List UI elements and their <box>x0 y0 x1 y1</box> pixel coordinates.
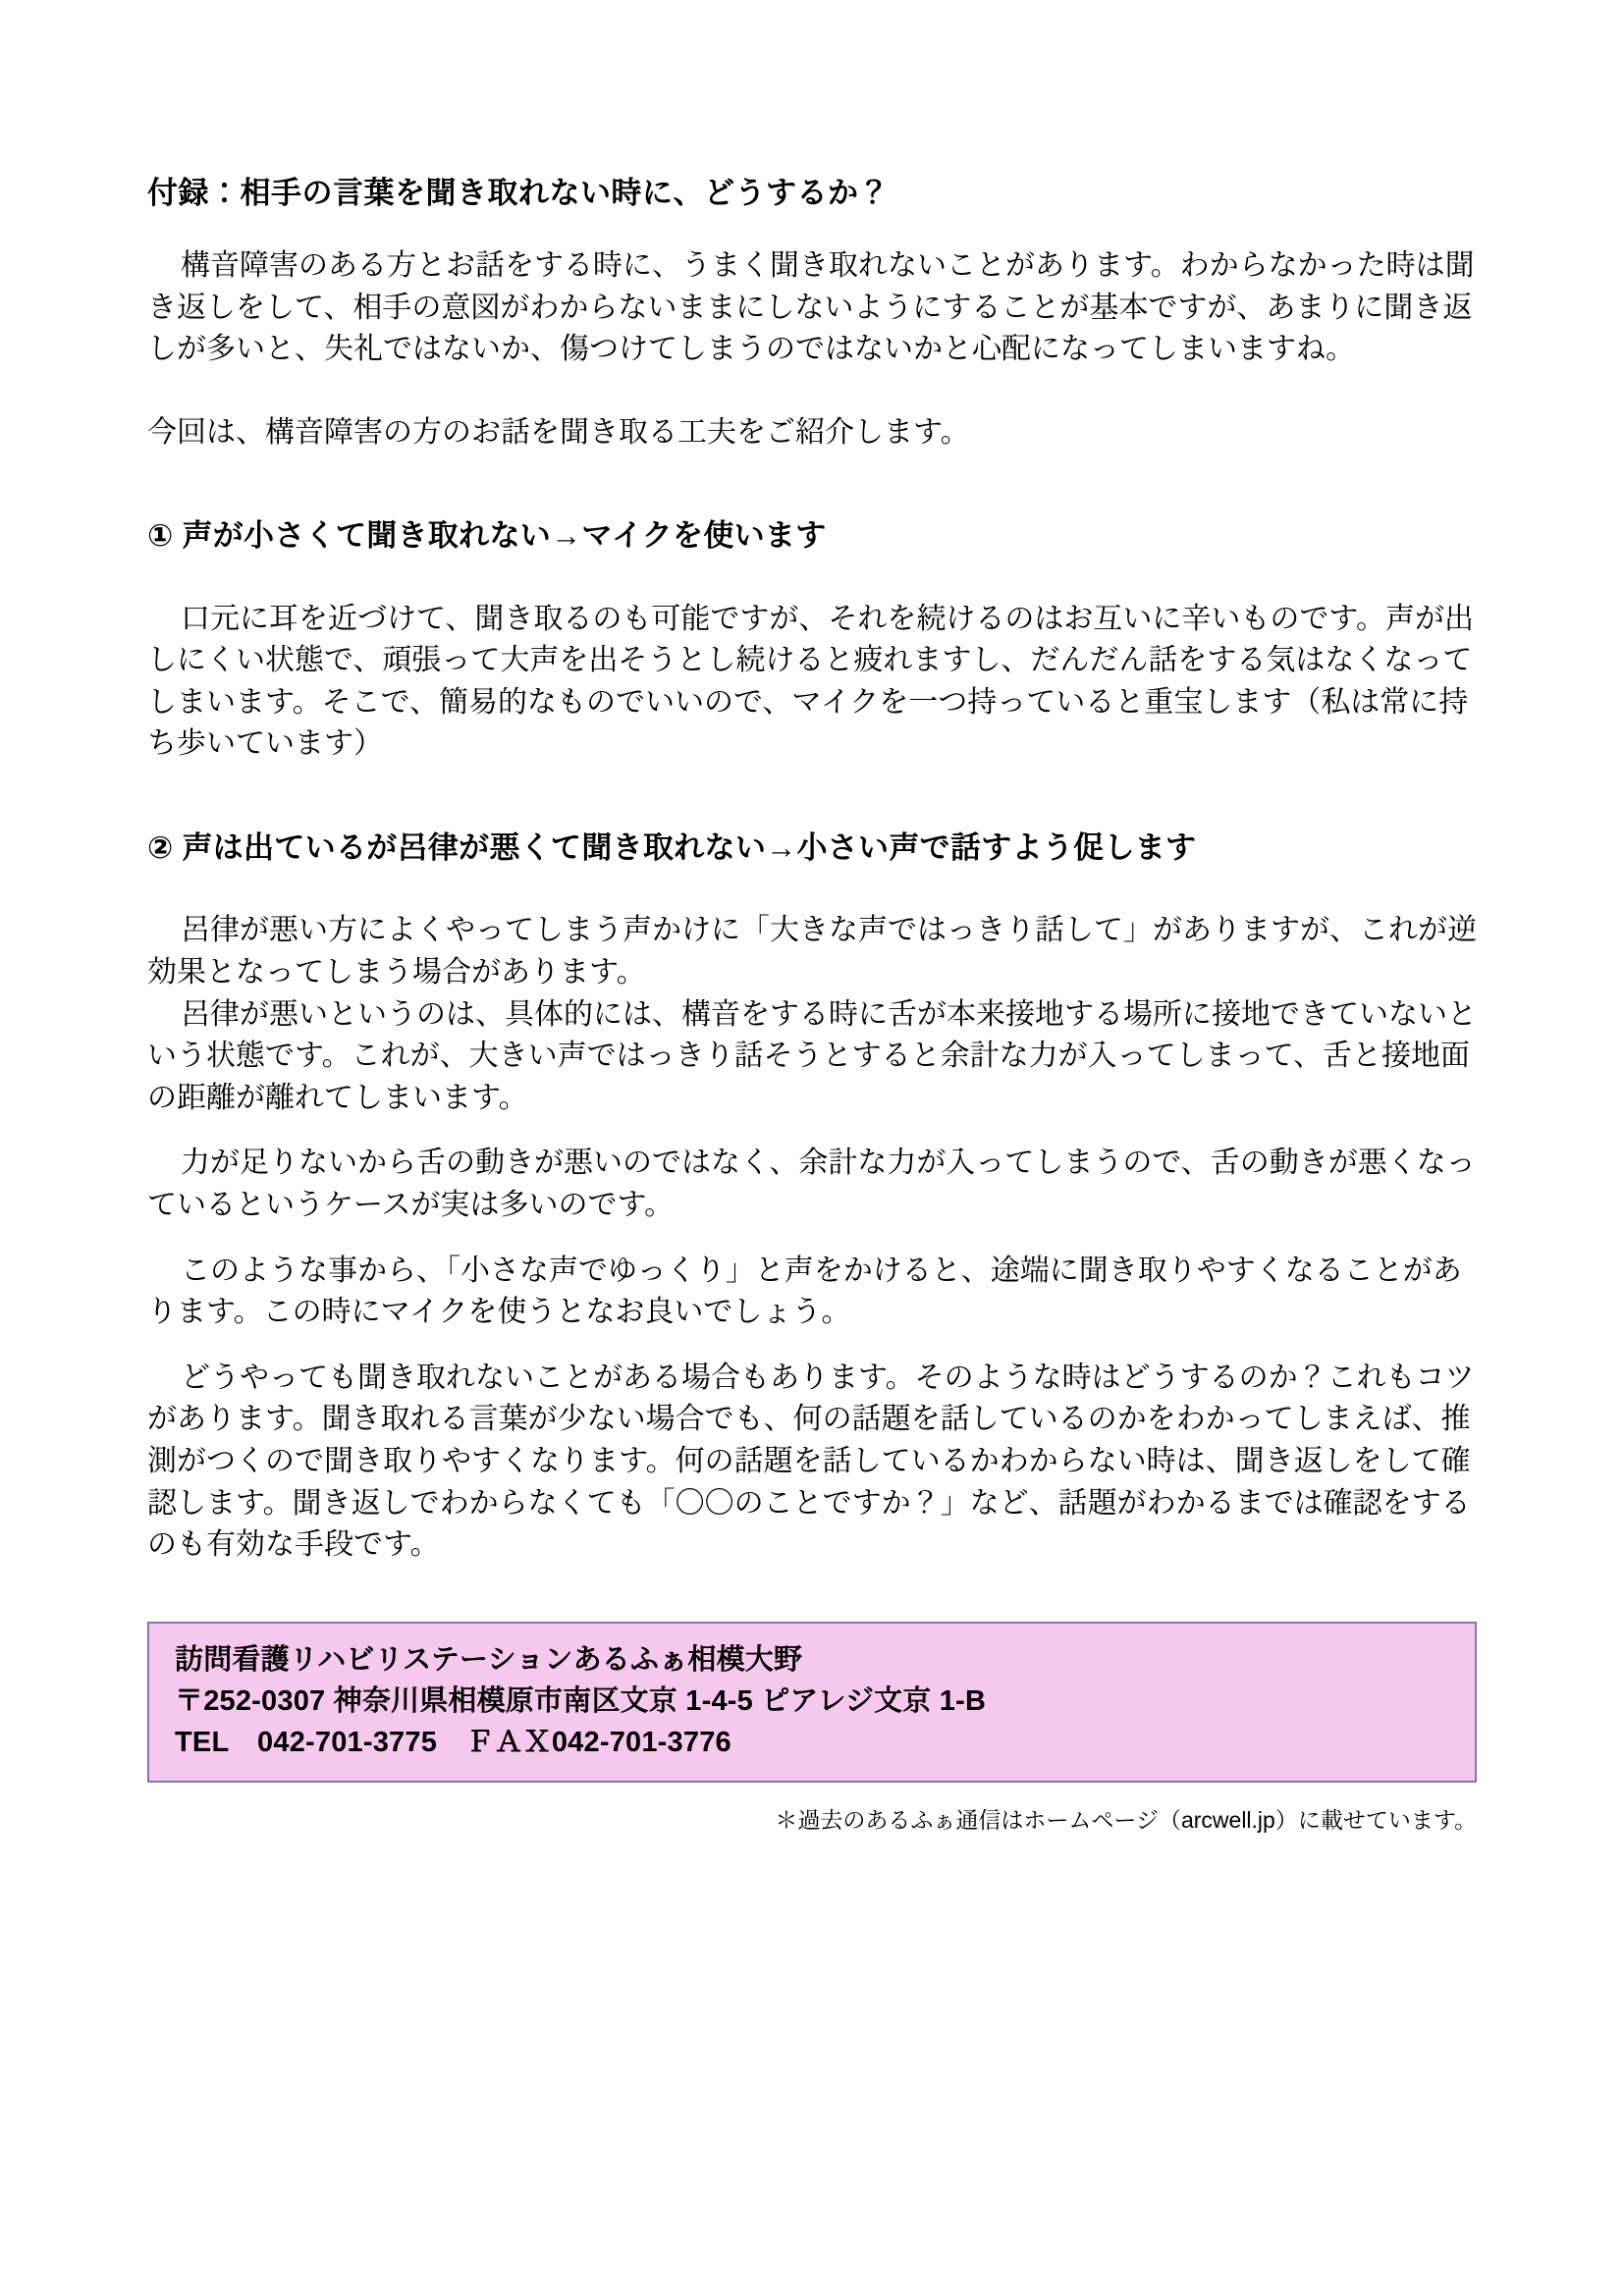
spacer <box>147 766 1477 827</box>
section-heading-2: ② 声は出ているが呂律が悪くて聞き取れない→小さい声で話すよう促します <box>147 830 1197 866</box>
section-2-paragraph-1: 呂律が悪い方によくやってしまう声かけに「大きな声ではっきり話して」がありますが、これが逆効果となってしまう場合があります。 <box>147 914 1477 989</box>
spacer <box>147 558 1477 599</box>
footnote: ＊過去のあるふぁ通信はホームページ（arcwell.jp）に載せています。 <box>775 1806 1477 1833</box>
contact-box <box>147 1622 1477 1783</box>
section-2-paragraph-3: 力が足りないから舌の動きが悪いのではなく、余計な力が入ってしまうので、舌の動きが悪くなっているというケースが実は多いのです。 <box>147 1147 1476 1222</box>
intro-paragraph-2: 今回は、構音障害の方のお話を聞き取る工夫をご紹介します。 <box>147 415 970 449</box>
spacer <box>147 869 1477 910</box>
contact-phone: TEL 042-701-3775 ＦＡＸ042-701-3776 <box>175 1726 731 1758</box>
contact-address: 〒252-0307 神奈川県相模原市南区文京 1-4-5 ピアレジ文京 1-B <box>175 1684 987 1717</box>
section-1-paragraph-1: 口元に耳を近づけて、聞き取るのも可能ですが、それを続けるのはお互いに辛いものです。声が出しにくい状態で、頑張って大声を出そうとし続けると疲れますし、だんだん話をする気はなくなってしまいます。そこで、簡易的なものでいいので、マイクを一つ持っていると重宝します（私は常に持ち歩いています） <box>147 602 1474 761</box>
spacer <box>147 1334 1477 1358</box>
section-2-paragraph-5: どうやっても聞き取れないことがある場合もあります。そのような時はどうするのか？これもコツがあります。聞き取れる言葉が少ない場合でも、何の話題を話しているのかをわかってしまえば、推測がつくので聞き取りやすくなります。何の話題を話しているかわからない時は、聞き返しをして確認します。聞き返しでわからなくても「〇〇のことですか？」など、話題がわかるまでは確認をするのも有効な手段です。 <box>147 1361 1475 1562</box>
section-2-paragraph-2: 呂律が悪いというのは、具体的には、構音をする時に舌が本来接地する場所に接地できていないという状態です。これが、大きい声ではっきり話そうとすると余計な力が入ってしまって、舌と接地面の距離が離れてしまいます。 <box>147 997 1477 1114</box>
contact-name: 訪問看護リハビリステーションあるふぁ相模大野 <box>175 1643 803 1676</box>
spacer <box>147 1227 1477 1251</box>
page-title: 付録：相手の言葉を聞き取れない時に、どうするか？ <box>147 176 890 210</box>
section-heading-1: ① 声が小さくて聞き取れない→マイクを使います <box>147 518 827 554</box>
spacer <box>147 454 1477 514</box>
spacer <box>147 371 1477 412</box>
intro-paragraph-1: 構音障害のある方とお話をする時に、うまく聞き取れないことがあります。わからなかった時は聞き返しをして、相手の意図がわからないままにしないようにすることが基本ですが、あまりに聞き返しが多いと、失礼ではないか、傷つけてしまうのではないかと心配になってしまいますね。 <box>147 248 1475 366</box>
spacer <box>147 1119 1477 1143</box>
section-2-paragraph-4: このような事から、「小さな声でゆっくり」と声をかけると、途端に聞き取りやすくなることがあります。この時にマイクを使うとなお良いでしょう。 <box>147 1254 1462 1329</box>
